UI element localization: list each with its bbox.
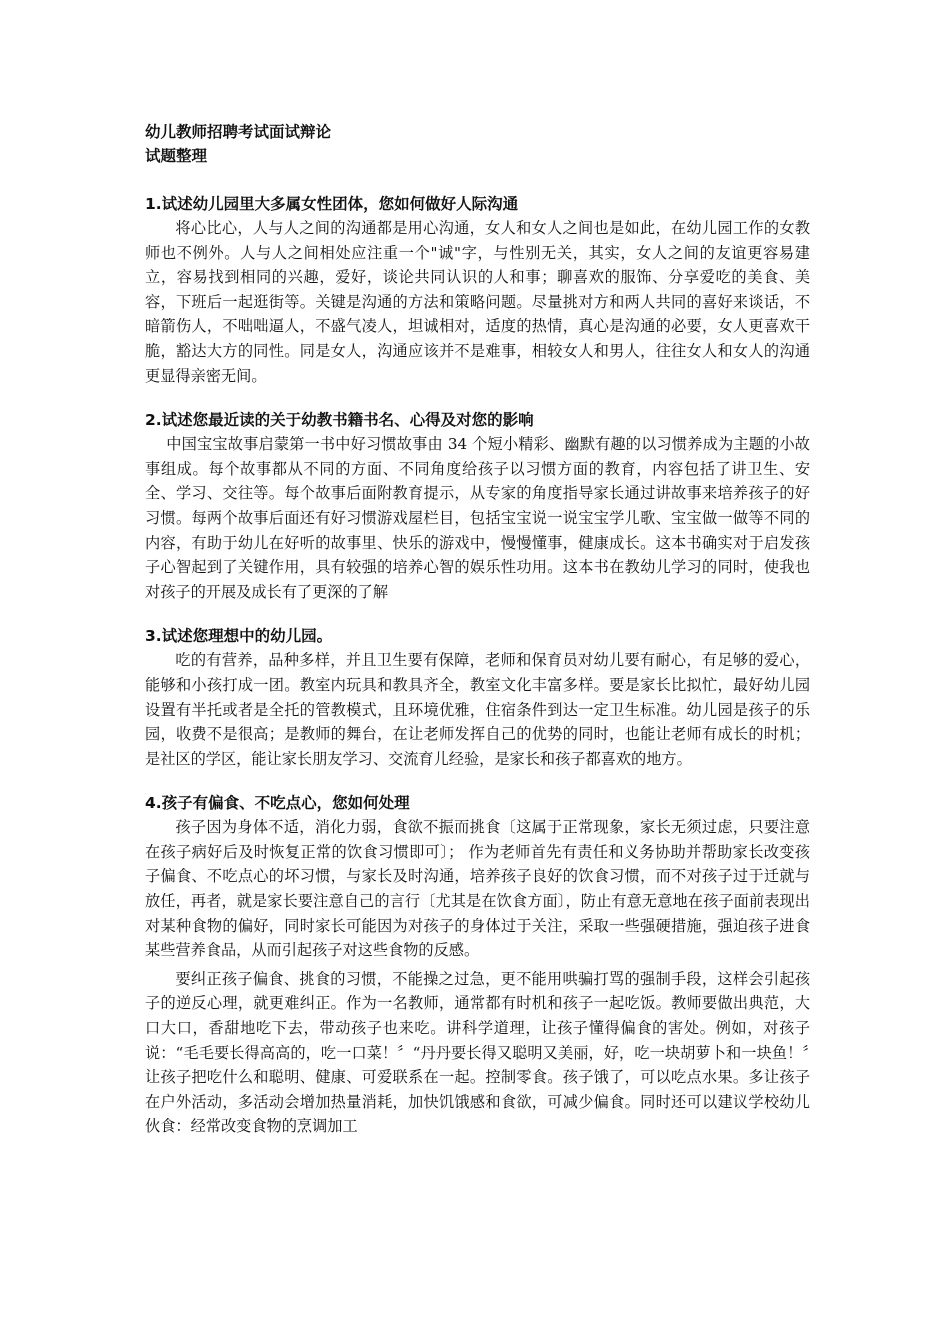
- question-4-title: 4.孩子有偏食、不吃点心，您如何处理: [145, 794, 410, 813]
- question-4-answer-paragraph-1: 孩子因为身体不适，消化力弱，食欲不振而挑食〔这属于正常现象，家长无须过虑，只要注意在孩子病好后及时恢复正常的饮食习惯即可〕； 作为老师首先有责任和义务协助并帮助家长改变孩子偏食、不吃点心的坏习惯，与家长及时沟通，培养孩子良好的饮食习惯，而不对孩子过于迁就与放任，再者，就是家长要注意自己的言行〔尤其是在饮食方面〕，防止有意无意地在孩子面前表现出对某种食物的偏好，同时家长可能因为对孩子的身体过于关注，采取一些强硬措施，强迫孩子进食某些营养食品，从而引起孩子对这些食物的反感。: [145, 818, 810, 960]
- document-title-line1: 幼儿教师招聘考试面试辩论: [145, 123, 332, 141]
- question-4-section: [145, 791, 810, 1139]
- question-1-title: 1.试述幼儿园里大多属女性团体，您如何做好人际沟通: [145, 195, 519, 213]
- question-4-answer-paragraph-2: 要纠正孩子偏食、挑食的习惯，不能操之过急，更不能用哄骗打骂的强制手段，这样会引起孩子的逆反心理，就更难纠正。作为一名教师，通常都有时机和孩子一起吃饭。教师要做出典范，大口大口，香甜地吃下去，带动孩子也来吃。讲科学道理，让孩子懂得偏食的害处。例如，对孩子说：“毛毛要长得高高的，吃一口菜！〞“丹丹要长得又聪明又美丽，好，吃一块胡萝卜和一块鱼！〞让孩子把吃什么和聪明、健康、可爱联系在一起。控制零食。孩子饿了，可以吃点水果。多让孩子在户外活动，多活动会增加热量消耗，加快饥饿感和食欲，可减少偏食。同时还可以建议学校幼儿伙食：经常改变食物的烹调加工: [145, 969, 810, 1136]
- question-3-answer: 吃的有营养，品种多样，并且卫生要有保障，老师和保育员对幼儿要有耐心，有足够的爱心，能够和小孩打成一团。教室内玩具和教具齐全，教室文化丰富多样。要是家长比拟忙，最好幼儿园设置有半托或者是全托的管教模式，且环境优雅，住宿条件到达一定卫生标准。幼儿园是孩子的乐园，收费不是很高；是教师的舞台，在让老师发挥自己的优势的同时，也能让老师有成长的时机；是社区的学区，能让家长朋友学习、交流育儿经验，是家长和孩子都喜欢的地方。: [145, 651, 810, 768]
- question-3-title: 3.试述您理想中的幼儿园。: [145, 627, 333, 646]
- question-2-title: 2.试述您最近读的关于幼教书籍书名、心得及对您的影响: [145, 411, 534, 430]
- question-1-section: [145, 192, 810, 388]
- document-page: [145, 120, 810, 1159]
- question-2-answer: 中国宝宝故事启蒙第一书中好习惯故事由 34 个短小精彩、幽默有趣的以习惯养成为主题的小故事组成。每个故事都从不同的方面、不同角度给孩子以习惯方面的教育，内容包括了讲卫生、安全、学习、交往等。每个故事后面附教育提示，从专家的角度指导家长通过讲故事来培养孩子的好习惯。每两个故事后面还有好习惯游戏屋栏目，包括宝宝说一说宝宝学儿歌、宝宝做一做等不同的内容，有助于幼儿在好听的故事里、快乐的游戏中，慢慢懂事，健康成长。这本书确实对于启发孩子心智起到了关键作用，具有较强的培养心智的娱乐性功用。这本书在教幼儿学习的同时，使我也对孩子的开展及成长有了更深的了解: [145, 435, 810, 601]
- question-1-answer: 将心比心，人与人之间的沟通都是用心沟通，女人和女人之间也是如此，在幼儿园工作的女教师也不例外。人与人之间相处应注重一个"诚"字，与性别无关，其实，女人之间的友谊更容易建立，容易找到相同的兴趣，爱好，谈论共同认识的人和事；聊喜欢的服饰、分享爱吃的美食、美容，下班后一起逛街等。关键是沟通的方法和策略问题。尽量挑对方和两人共同的喜好来谈话，不暗箭伤人，不咄咄逼人，不盛气凌人，坦诚相对，适度的热情，真心是沟通的必要，女人更喜欢干脆，豁达大方的同性。同是女人，沟通应该并不是难事，相较女人和男人，往往女人和女人的沟通更显得亲密无间。: [145, 219, 810, 385]
- document-title-line2: 试题整理: [145, 147, 208, 165]
- question-2-section: [145, 408, 810, 604]
- question-3-section: [145, 624, 810, 771]
